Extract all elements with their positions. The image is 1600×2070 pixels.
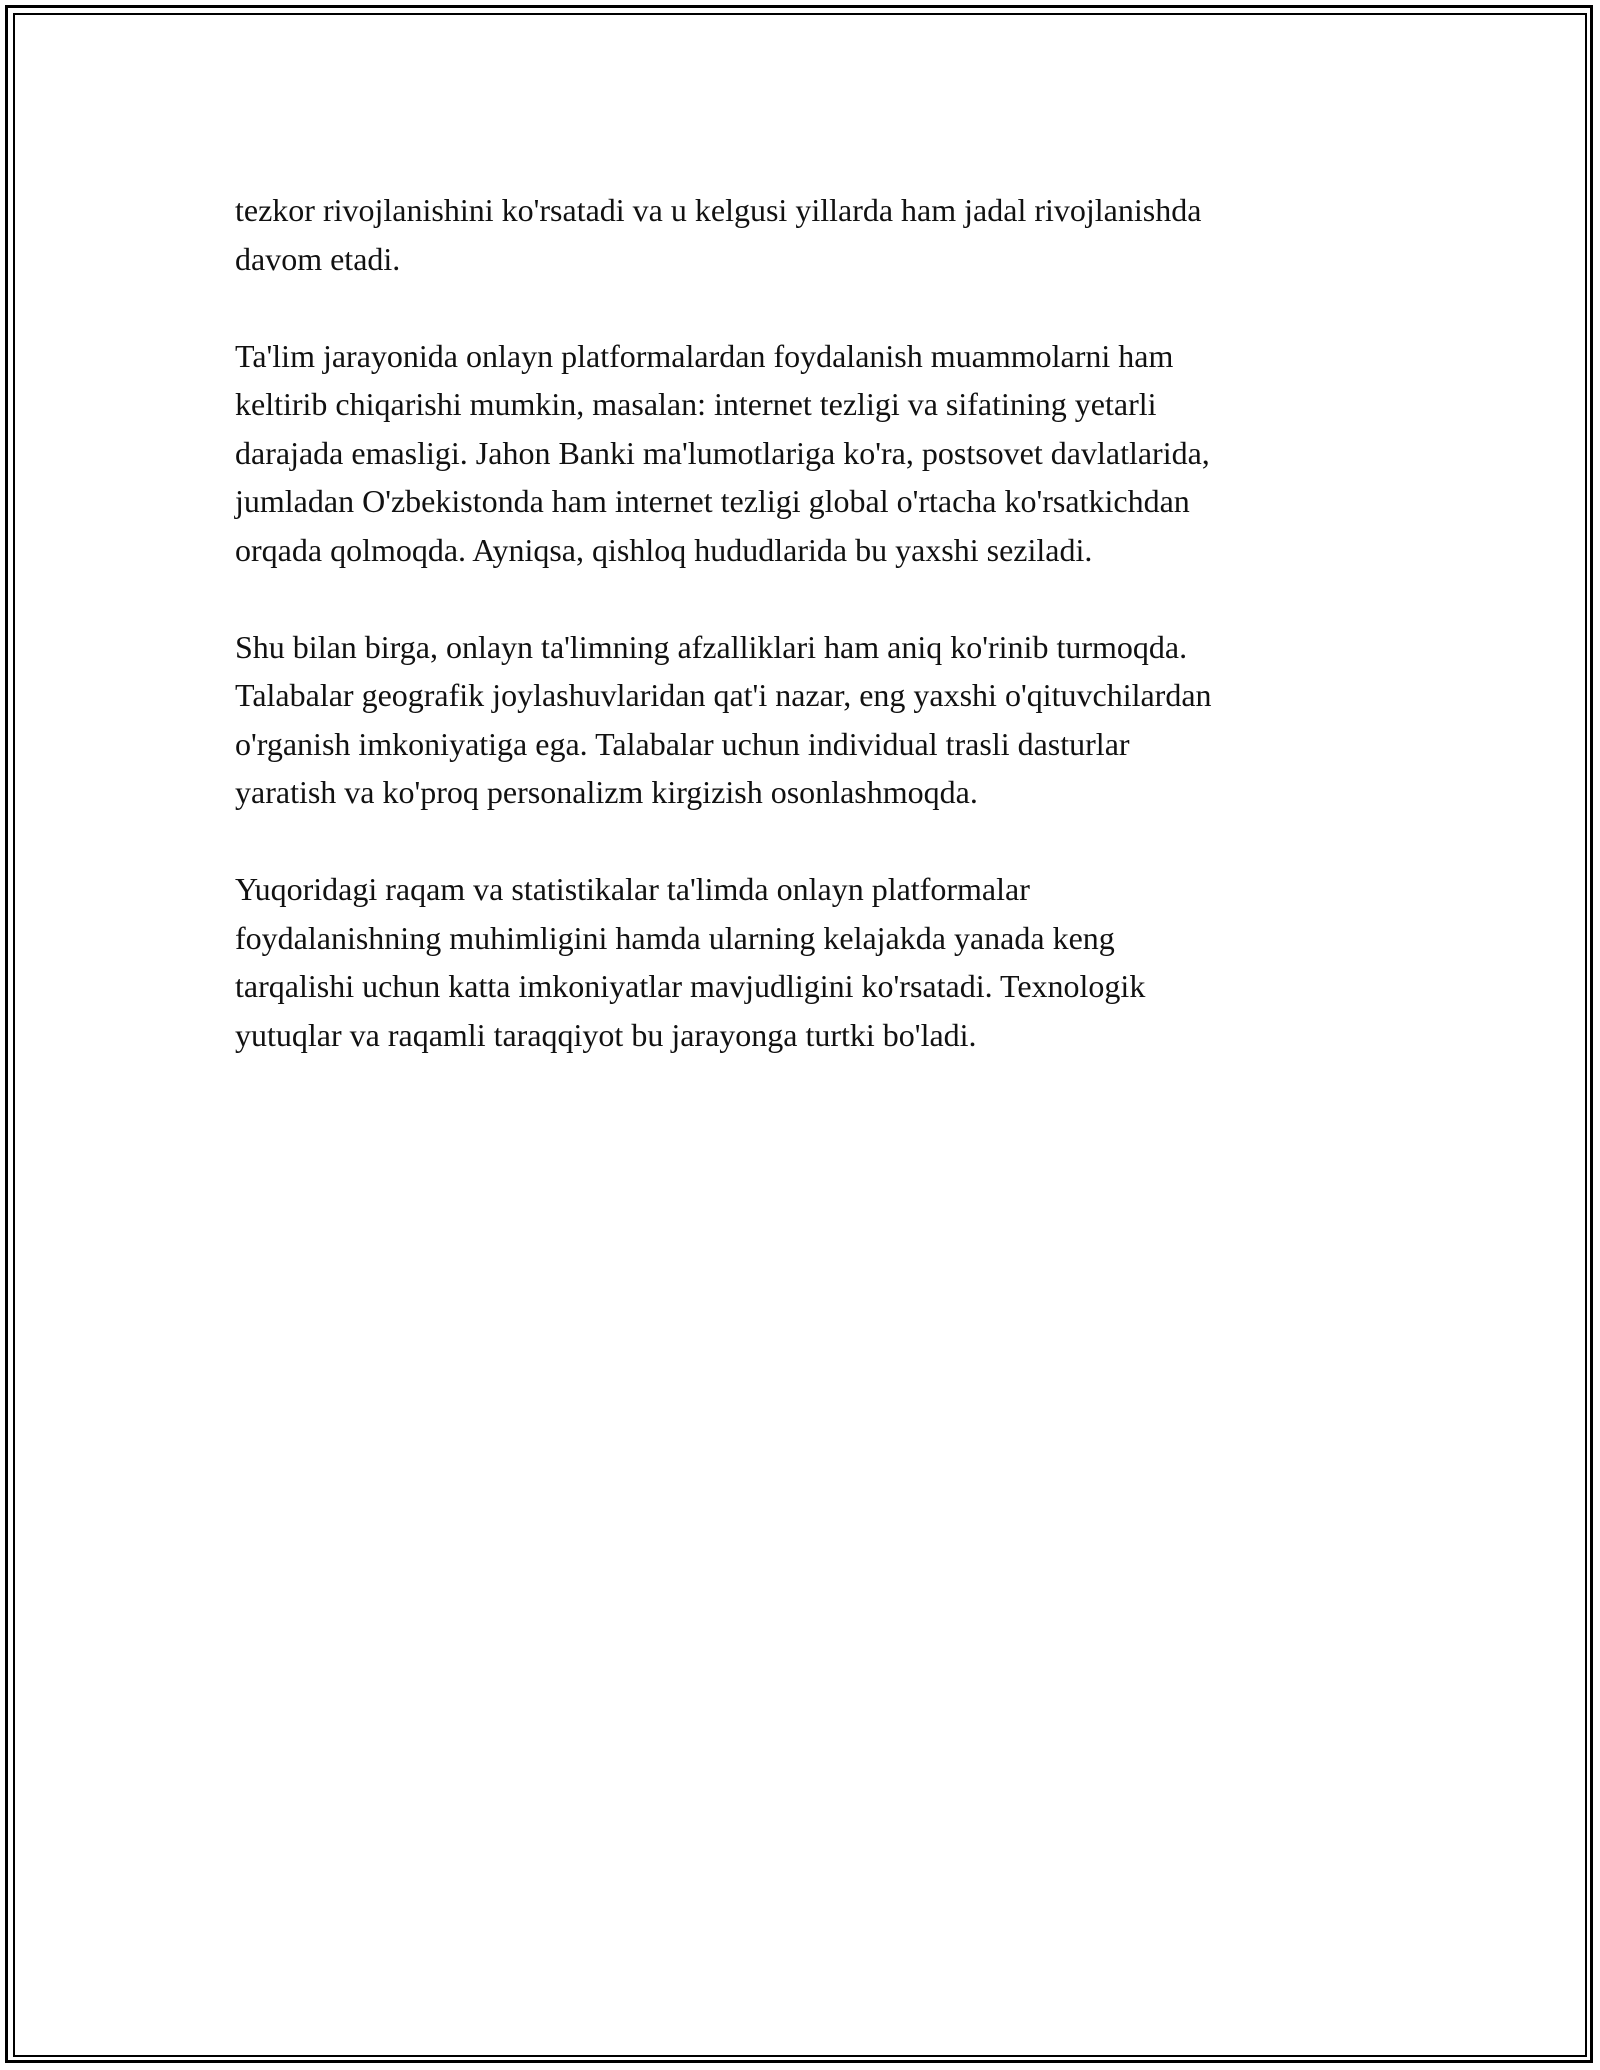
document-body — [235, 186, 1395, 1108]
paragraph-4: Yuqoridagi raqam va statistikalar ta'limda onlayn platformalar foydalanishning muhimligini hamda ularning kelajakda yanada keng tarqalishi uchun katta imkoniyatlar mavjudligini ko'rsatadi. Texnologik yutuqlar va raqamli taraqqiyot bu jarayonga turtki bo'ladi. — [235, 871, 1146, 1053]
paragraph-3: Shu bilan birga, onlayn ta'limning afzalliklari ham aniq ko'rinib turmoqda. Talabalar geografik joylashuvlaridan qat'i nazar, eng yaxshi o'qituvchilardan o'rganish imkoniyatiga ega. Talabalar uchun individual trasli dasturlar yaratish va ko'proq personalizm kirgizish osonlashmoqda. — [235, 628, 1212, 810]
paragraph-2: Ta'lim jarayonida onlayn platformalardan foydalanish muammolarni ham keltirib chiqarishi mumkin, masalan: internet tezligi va sifatining yetarli darajada emasligi. Jahon Banki ma'lumotlariga ko'ra, postsovet davlatlarida, jumladan O'zbekistonda ham internet tezligi global o'rtacha ko'rsatkichdan orqada qolmoqda. Ayniqsa, qishloq hududlarida bu yaxshi seziladi. — [235, 337, 1210, 568]
paragraph-1: tezkor rivojlanishini ko'rsatadi va u kelgusi yillarda ham jadal rivojlanishda davom etadi. — [235, 192, 1202, 277]
